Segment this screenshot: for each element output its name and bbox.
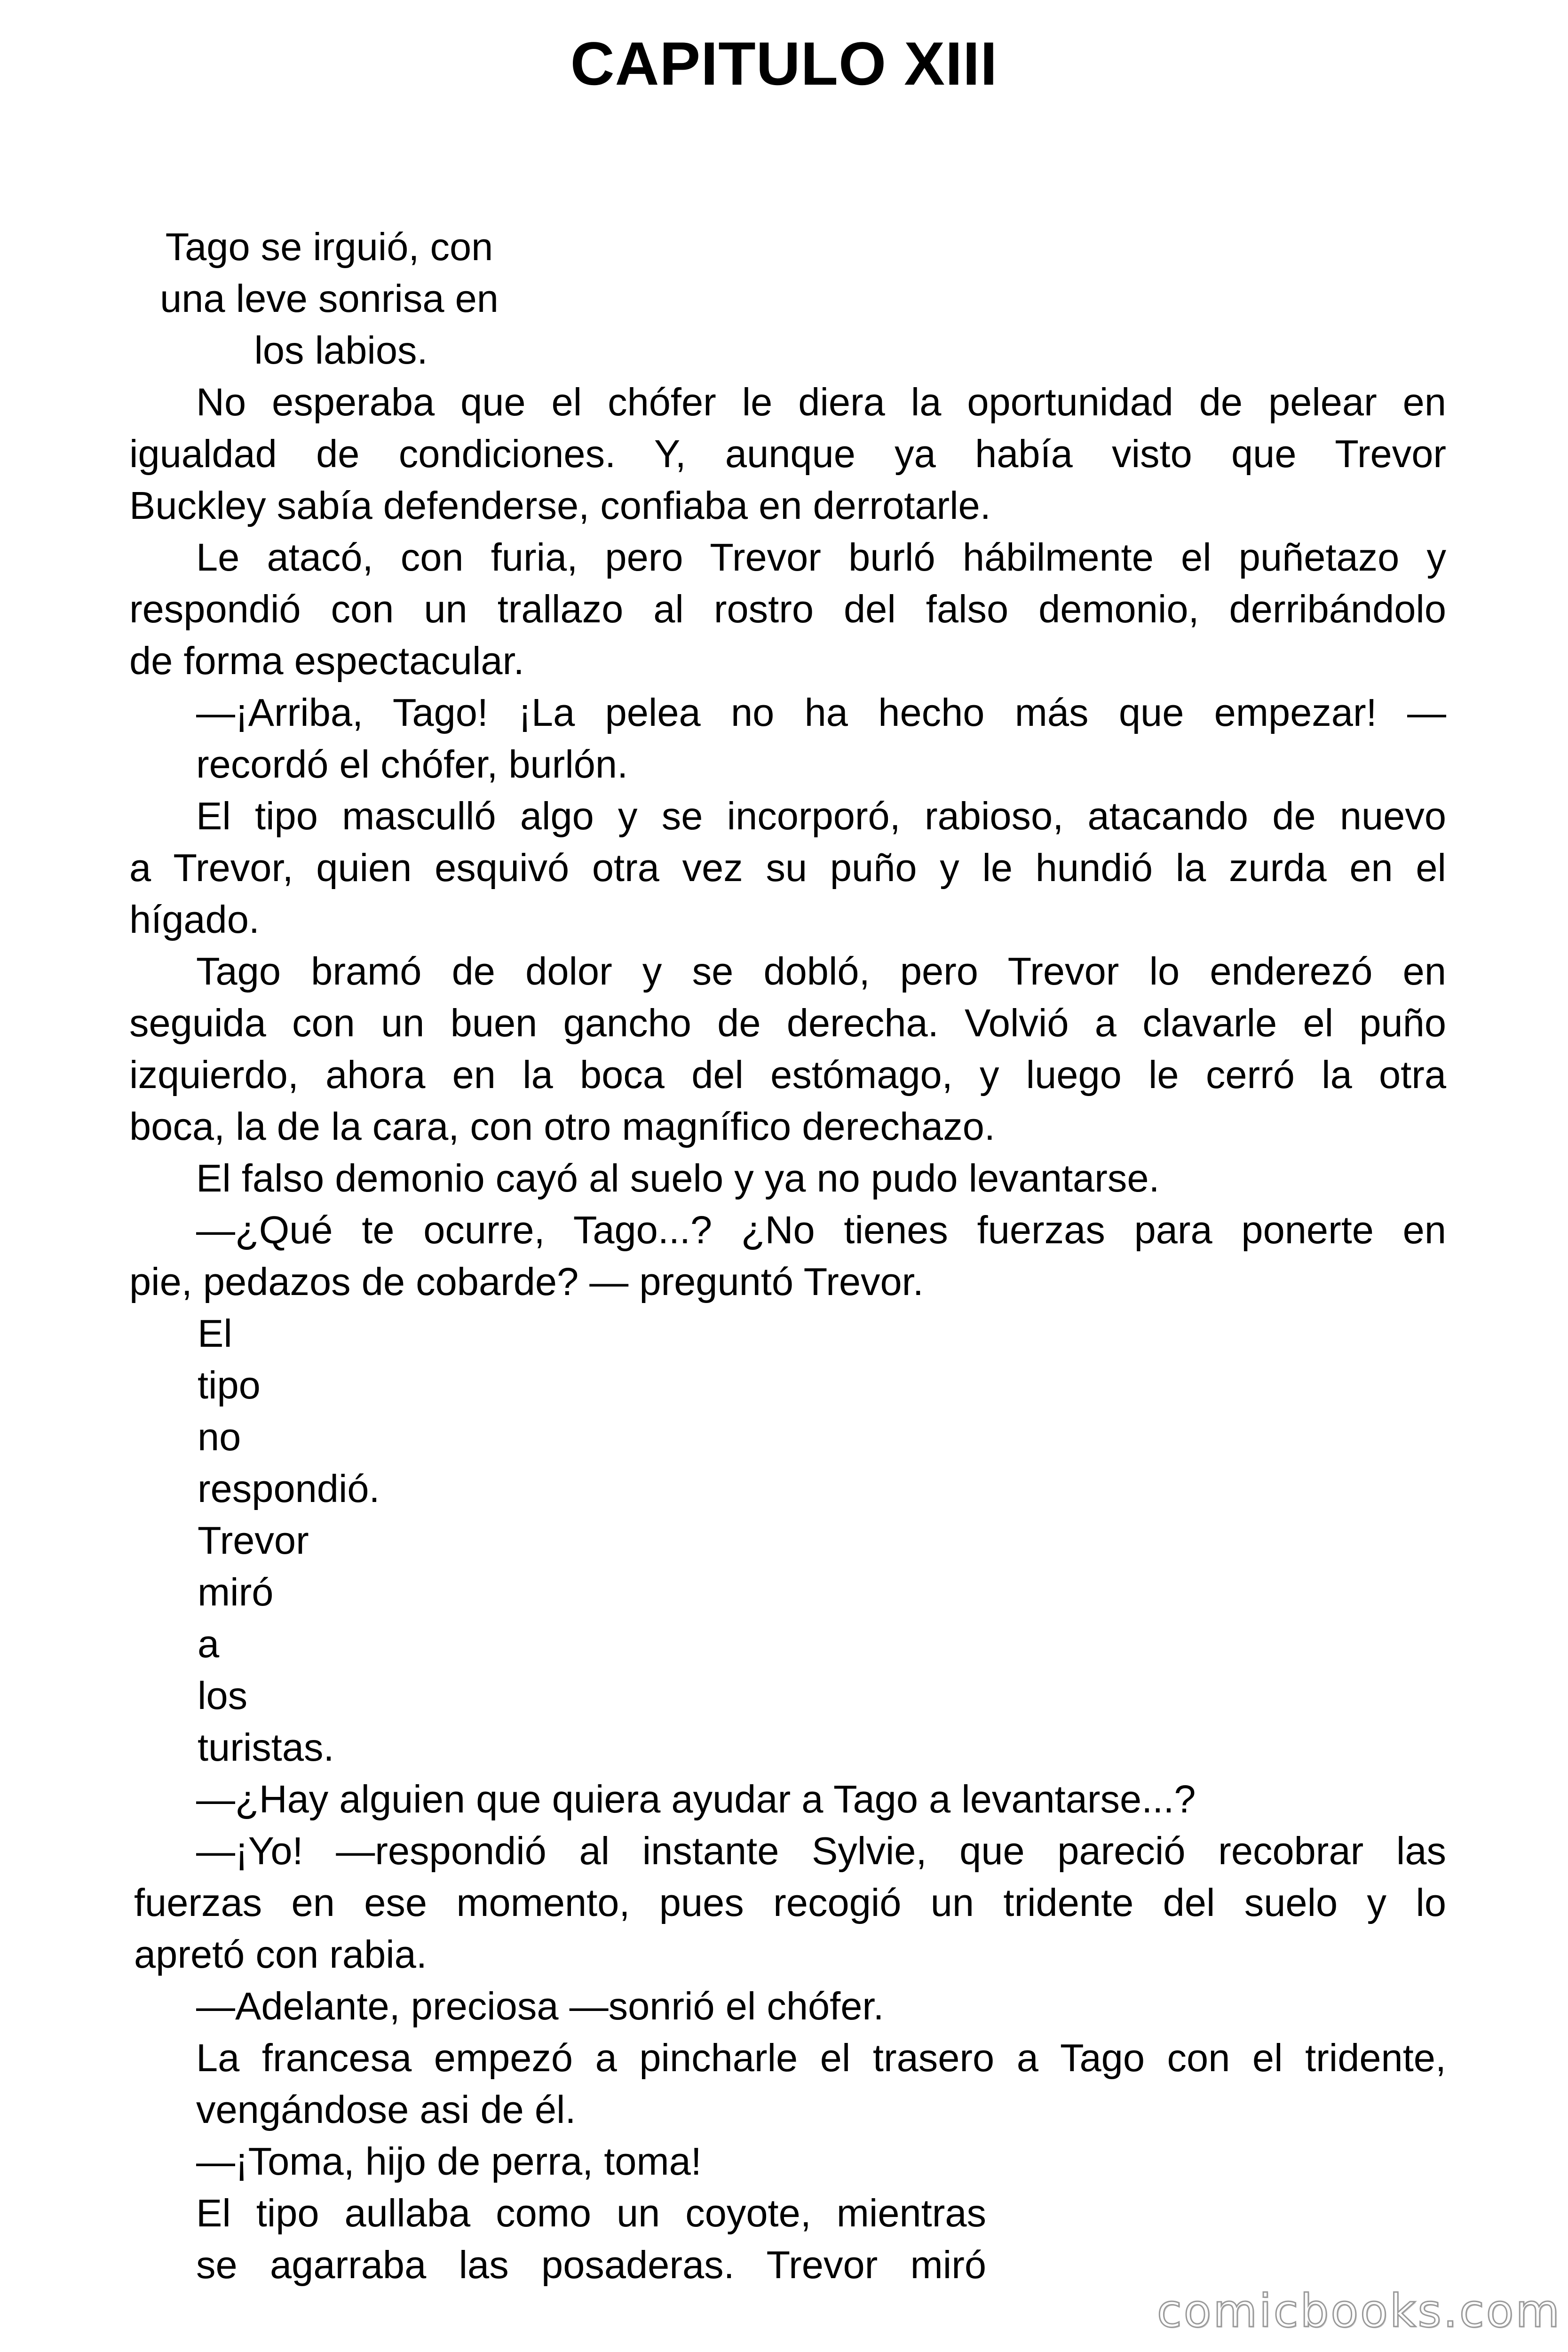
text-line: —¡Arriba, Tago! ¡La pelea no ha hecho más que empezar! — — [196, 691, 1446, 734]
text-line: los — [198, 1674, 248, 1717]
text-line: turistas. — [198, 1725, 334, 1769]
text-line: fuerzas en ese momento, pues recogió un tridente del suelo y lo — [134, 1881, 1446, 1924]
text-line: se agarraba las posaderas. Trevor miró — [196, 2243, 986, 2287]
text-line: respondió con un trallazo al rostro del falso demonio, derribándolo — [129, 587, 1446, 631]
text-line: respondió. — [198, 1467, 380, 1510]
text-line: vengándose asi de él. — [196, 2088, 576, 2131]
text-line: de forma espectacular. — [129, 639, 524, 683]
text-line: los labios. — [254, 328, 428, 372]
text-line: El falso demonio cayó al suelo y ya no pudo levantarse. — [196, 1156, 1160, 1200]
text-line: izquierdo, ahora en la boca del estómago, y luego le cerró la otra — [129, 1053, 1446, 1097]
text-line: —¡Yo! —respondió al instante Sylvie, que pareció recobrar las — [196, 1829, 1446, 1873]
text-line: igualdad de condiciones. Y, aunque ya había visto que Trevor — [129, 432, 1446, 476]
text-line: recordó el chófer, burlón. — [196, 742, 628, 786]
text-line: La francesa empezó a pincharle el trasero a Tago con el tridente, — [196, 2036, 1446, 2080]
text-line: —¿Hay alguien que quiera ayudar a Tago a levantarse...? — [196, 1777, 1196, 1821]
text-line: miró — [198, 1570, 274, 1614]
text-line: —¿Qué te ocurre, Tago...? ¿No tienes fuerzas para ponerte en — [196, 1208, 1446, 1252]
text-line: hígado. — [129, 898, 260, 941]
text-line: Trevor — [198, 1518, 309, 1562]
text-line: Le atacó, con furia, pero Trevor burló hábilmente el puñetazo y — [196, 535, 1446, 579]
text-line: El tipo aullaba como un coyote, mientras — [196, 2191, 986, 2235]
text-line: Tago bramó de dolor y se dobló, pero Trevor lo enderezó en — [196, 949, 1446, 993]
text-line: No esperaba que el chófer le diera la oportunidad de pelear en — [196, 380, 1446, 424]
text-line: tipo — [198, 1363, 261, 1407]
text-line: Tago se irguió, con — [165, 225, 493, 269]
text-line: —¡Toma, hijo de perra, toma! — [196, 2139, 702, 2183]
text-line: a — [198, 1622, 220, 1666]
text-line: a Trevor, quien esquivó otra vez su puño y le hundió la zurda en el — [129, 846, 1446, 890]
text-line: —Adelante, preciosa —sonrió el chófer. — [196, 1984, 884, 2028]
text-line: pie, pedazos de cobarde? — preguntó Trevor. — [129, 1260, 924, 1303]
text-line: apretó con rabia. — [134, 1932, 427, 1976]
text-line: Buckley sabía defenderse, confiaba en derrotarle. — [129, 484, 991, 527]
watermark: comicbooks.com — [1157, 2285, 1562, 2337]
text-line: El — [198, 1311, 232, 1355]
text-line: El tipo masculló algo y se incorporó, rabioso, atacando de nuevo — [196, 794, 1446, 838]
text-line: no — [198, 1415, 241, 1459]
chapter-title: CAPITULO XIII — [570, 29, 998, 98]
text-line: boca, la de la cara, con otro magnífico derechazo. — [129, 1104, 995, 1148]
text-line: seguida con un buen gancho de derecha. Volvió a clavarle el puño — [129, 1001, 1446, 1045]
text-line: una leve sonrisa en — [160, 277, 499, 320]
